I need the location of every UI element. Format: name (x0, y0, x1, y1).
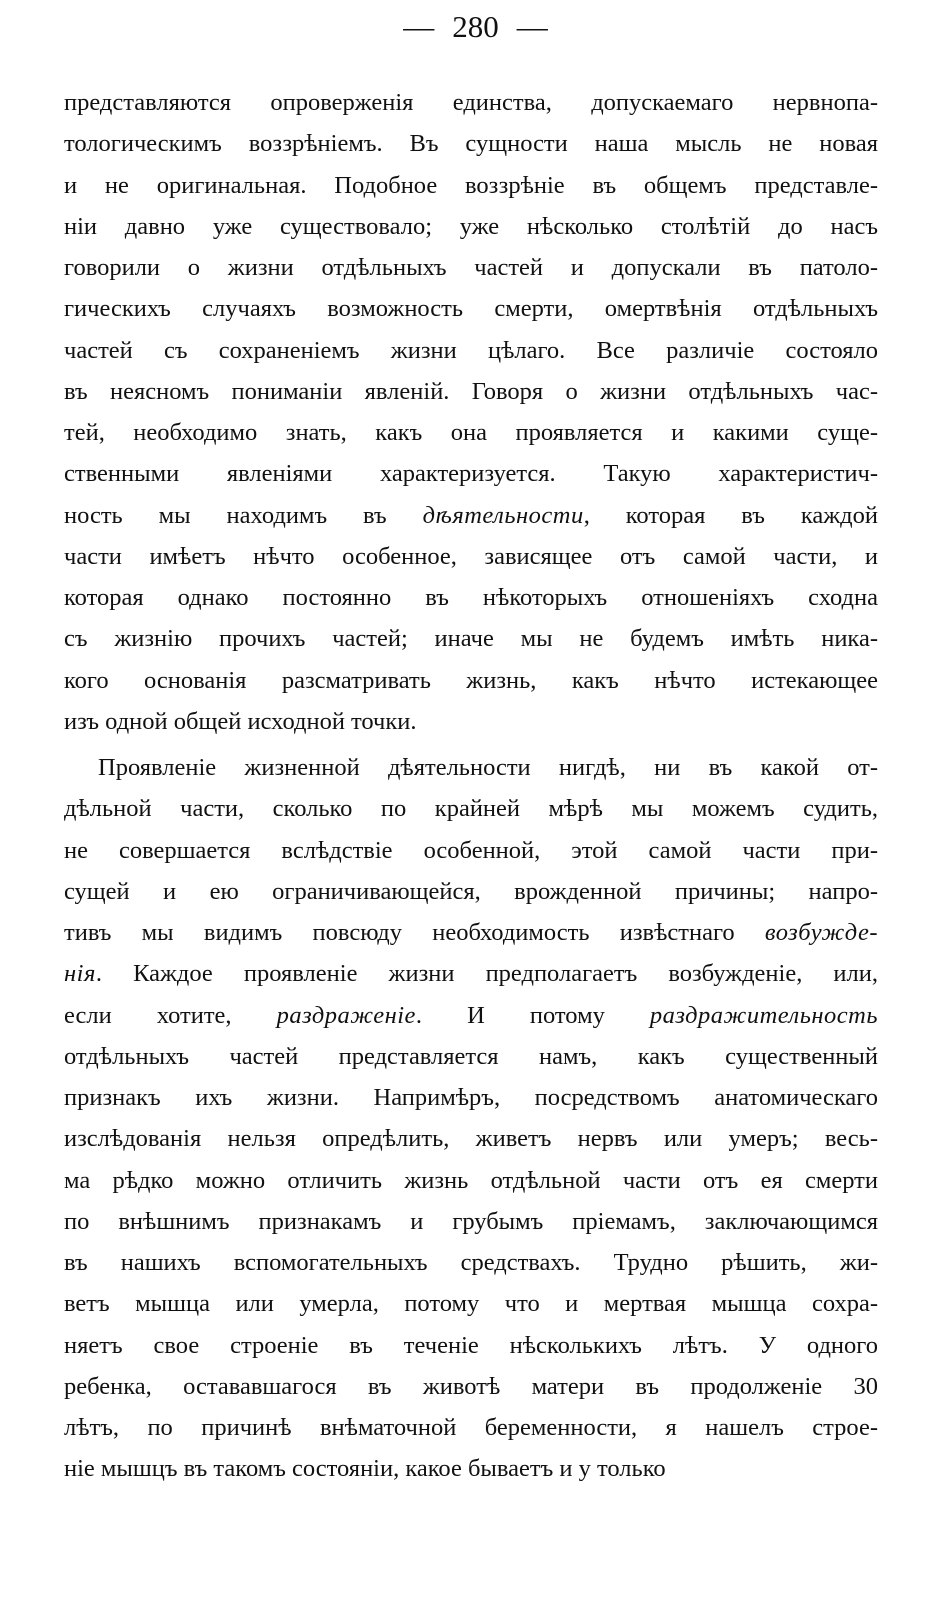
text-line (64, 871, 878, 912)
text-segment: лѣтъ, по причинѣ внѣматочной беременности, я нашелъ строе- (64, 1414, 878, 1441)
page-number: 280 (452, 9, 499, 44)
text-segment: въ нашихъ вспомогательныхъ средствахъ. Трудно рѣшить, жи- (64, 1249, 878, 1276)
text-segment: гическихъ случаяхъ возможность смерти, омертвѣнія отдѣльныхъ (64, 295, 878, 323)
text-line (64, 536, 878, 577)
text-line (64, 701, 878, 742)
text-line (64, 412, 878, 453)
emphasized-term: раздраженіе (276, 1001, 416, 1029)
emphasized-term: дѣятельности (422, 501, 584, 529)
text-line (64, 123, 878, 164)
text-segment: которая однако постоянно въ нѣкоторыхъ отношеніяхъ сходна (64, 584, 878, 611)
text-line (64, 618, 878, 659)
text-segment: ветъ мышца или умерла, потому что и мертвая мышца сохра- (64, 1290, 878, 1318)
text-segment: ма рѣдко можно отличить жизнь отдѣльной части отъ ея смерти (64, 1166, 878, 1194)
text-line (64, 165, 878, 206)
text-segment: . Каждое проявленіе жизни предполагаетъ возбужденіе, или, (95, 960, 878, 988)
emphasized-term: возбужде- (764, 919, 878, 946)
text-segment: сущей и ею ограничивающейся, врожденной причины; напро- (64, 877, 878, 905)
paragraph (64, 747, 878, 1490)
text-segment: тивъ мы видимъ повсюду необходимость извѣстнаго (64, 919, 765, 946)
text-line (64, 830, 878, 871)
text-segment: Проявленіе жизненной дѣятельности нигдѣ, ни въ какой от- (98, 754, 878, 781)
text-line (64, 453, 878, 494)
header-dash-left: — (403, 9, 435, 44)
text-line (64, 995, 878, 1036)
text-segment: , которая въ каждой (583, 501, 878, 529)
text-segment: ность мы находимъ въ (64, 501, 423, 529)
text-segment: частей съ сохраненіемъ жизни цѣлаго. Все различіе состояло (64, 336, 878, 364)
text-segment: съ жизнію прочихъ частей; иначе мы не будемъ имѣть ника- (64, 625, 878, 653)
text-segment: признакъ ихъ жизни. Напримѣръ, посредствомъ анатомическаго (64, 1084, 878, 1111)
text-line (64, 495, 878, 536)
text-segment: ственными явленіями характеризуется. Такую характеристич- (64, 460, 878, 488)
text-segment: дѣльной части, сколько по крайней мѣрѣ мы можемъ судить, (64, 795, 878, 823)
text-line (64, 577, 878, 618)
text-line (64, 1283, 878, 1324)
text-segment: говорили о жизни отдѣльныхъ частей и допускали въ патоло- (64, 254, 878, 281)
text-segment: няетъ свое строеніе въ теченіе нѣсколькихъ лѣтъ. У одного (64, 1331, 878, 1359)
text-line (64, 1448, 878, 1489)
text-segment: тей, необходимо знать, какъ она проявляется и какими суще- (64, 419, 878, 446)
text-segment: и не оригинальная. Подобное воззрѣніе въ общемъ представле- (64, 171, 878, 199)
text-line (64, 247, 878, 288)
paragraph (64, 82, 878, 742)
text-line (64, 1077, 878, 1118)
text-line (64, 1160, 878, 1201)
text-segment: . И потому (415, 1001, 650, 1029)
text-segment: если хотите, (64, 1001, 277, 1029)
text-segment: представляются опроверженія единства, допускаемаго нервнопа- (64, 89, 878, 116)
text-segment: по внѣшнимъ признакамъ и грубымъ пріемамъ, заключающимся (64, 1207, 878, 1235)
page-header (0, 4, 951, 50)
text-line (64, 1118, 878, 1159)
text-segment: изслѣдованія нельзя опредѣлить, живетъ нервъ или умеръ; весь- (64, 1125, 878, 1153)
text-segment: тологическимъ воззрѣніемъ. Въ сущности наша мысль не новая (64, 130, 878, 158)
text-line (64, 330, 878, 371)
text-segment: ніи давно уже существовало; уже нѣсколько столѣтій до насъ (64, 212, 878, 240)
text-line (64, 1201, 878, 1242)
text-line (64, 371, 878, 412)
text-line (64, 1036, 878, 1077)
text-segment: отдѣльныхъ частей представляется намъ, какъ существенный (64, 1042, 878, 1070)
text-line (64, 1242, 878, 1283)
text-line (64, 953, 878, 994)
text-line (64, 1366, 878, 1407)
text-segment: ніе мышцъ въ такомъ состояніи, какое бываетъ и у только (64, 1455, 666, 1483)
text-line (64, 82, 878, 123)
emphasized-term: нія (64, 960, 96, 988)
text-line (64, 1407, 878, 1448)
text-segment: не совершается вслѣдствіе особенной, этой самой части при- (64, 836, 878, 864)
text-segment: въ неясномъ пониманіи явленій. Говоря о жизни отдѣльныхъ час- (64, 377, 878, 405)
text-line (64, 912, 878, 953)
text-segment: кого основанія разсматривать жизнь, какъ нѣчто истекающее (64, 666, 878, 694)
text-line (64, 660, 878, 701)
text-line (64, 788, 878, 829)
text-line (64, 1325, 878, 1366)
header-dash-right: — (516, 9, 548, 44)
text-line (64, 747, 878, 788)
emphasized-term: раздражительность (649, 1001, 878, 1029)
text-line (64, 288, 878, 329)
text-line (64, 206, 878, 247)
text-segment: части имѣетъ нѣчто особенное, зависящее отъ самой части, и (64, 542, 878, 570)
text-segment: ребенка, остававшагося въ животѣ матери въ продолженіе 30 (64, 1372, 878, 1400)
text-segment: изъ одной общей исходной точки. (64, 707, 417, 735)
